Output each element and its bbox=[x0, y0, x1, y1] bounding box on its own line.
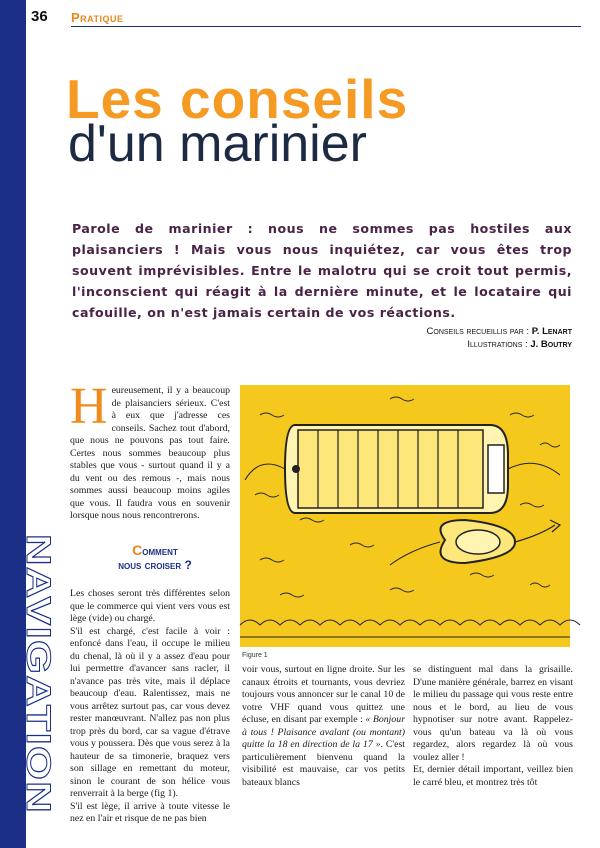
intro-paragraph: Parole de marinier : nous ne sommes pas hostiles aux plaisanciers ! Mais vous nous inquiétez, car vous êtes trop souvent imprévisibles. Entre le malotru qui se croit tout permis, l'inconscient qui réagit à la dernière minute, et le locataire qui cafouille, on n'est jamais certain de vos réactions. bbox=[72, 221, 572, 320]
barge-and-boat-drawing bbox=[240, 385, 570, 647]
paragraph-vhf-quote: « Bonjour à tous ! Plaisance avalant (ou montant) quitte la 18 en direction de la 17 » bbox=[242, 714, 406, 750]
paragraph-loaded-barge: S'il est chargé, c'est facile à voir : enfoncé dans l'eau, il occupe le milieu du chenal, là où il y a assez d'eau pour lui permettre d'avancer sans racler, il n'avance pas très vite, mais il déplace beaucoup d'eau. Ralentissez, mais ne vous arrêtez surtout pas, car vous devez rester manœuvrant. N'allez pas non plus trop près du bord, car sa vague d'étrave vous y poussera. Dès que vous serez à la hauteur de sa timonerie, braquez vers son sillage en remettant du moteur, sinon le courant de son hélice vous renverrait à la berge (fig 1). bbox=[70, 625, 230, 799]
article-title-line2: d'un marinier bbox=[68, 115, 367, 173]
subheading-line1-rest: omment bbox=[142, 544, 178, 558]
article-title-line1: Les conseils bbox=[66, 68, 409, 130]
paragraph-empty-barge: S'il est lège, il arrive à toute vitesse le nez en l'air et risque de ne pas bien bbox=[70, 800, 230, 824]
credit-illustrations-label: Illustrations : bbox=[467, 339, 528, 350]
article-column-1-top bbox=[70, 378, 230, 523]
paragraph-intro-crossing: Les choses seront très différentes selon que le commerce qui vient vers vous est lège (vide) ou chargé. bbox=[70, 588, 230, 624]
article-column-3 bbox=[413, 664, 573, 789]
figure-caption: Figure 1 bbox=[242, 652, 268, 659]
credit-interview-name: P. Lenart bbox=[531, 326, 572, 337]
paragraph-vhf-a: voir vous, surtout en ligne droite. Sur les canaux étroits et tournants, vous devriez toujours vous annoncer sur le canal 10 de votre VHF quand vous quittez une écluse, en disant par exemple : bbox=[242, 664, 405, 725]
header-divider bbox=[71, 26, 581, 27]
paragraph-steering: se distinguent mal dans la grisaille. D'une manière générale, barrez en visant le milieu du passage qui vous reste entre nous et le bord, au lieu de vous hypnotiser sur notre avant. Rappelez-vous qu'un bateau va là où vous regardez, alors regardez là où vous voulez aller ! bbox=[413, 664, 573, 763]
credit-illustrations bbox=[467, 339, 572, 350]
drop-cap: H bbox=[70, 378, 108, 435]
subheading bbox=[90, 543, 220, 572]
credit-illustrations-name: J. Boutry bbox=[530, 339, 572, 350]
paragraph-vhf bbox=[242, 664, 405, 789]
side-section-label-text: NAVIGATION bbox=[19, 534, 57, 753]
page-number: 36 bbox=[31, 8, 48, 25]
credit-interview-label: Conseils recueillis par : bbox=[426, 326, 530, 337]
paragraph-vhf-b: . C'est particulièrement bienvenu quand la visibilité est mauvaise, car vos petits bateaux blancs bbox=[242, 739, 405, 788]
subheading-line1 bbox=[90, 543, 220, 558]
side-section-label bbox=[0, 530, 57, 820]
article-column-2 bbox=[242, 664, 405, 789]
paragraph-blue-square: Et, dernier détail important, veillez bien le carré bleu, et montrez très tôt bbox=[413, 764, 573, 788]
credit-interview bbox=[427, 326, 572, 337]
article-column-1-bottom bbox=[70, 588, 230, 826]
section-title: Pratique bbox=[71, 10, 124, 25]
subheading-line2: nous croiser ? bbox=[118, 558, 192, 572]
figure-illustration bbox=[240, 385, 570, 647]
subheading-capital: C bbox=[132, 542, 143, 558]
paragraph-opening: eureusement, il y a beaucoup de plaisanciers sérieux. C'est à eux que j'adresse ces conseils. Sachez tout d'abord, que nous ne pouvons pas tout faire. Certes nous sommes beaucoup plus stables que vous - surtout quand il y a du vent ou des remous -, mais nous sommes aussi beaucoup moins agiles que vous. Il faudra vous en souvenir lorsque nous nous rencontrerons. bbox=[70, 385, 230, 521]
